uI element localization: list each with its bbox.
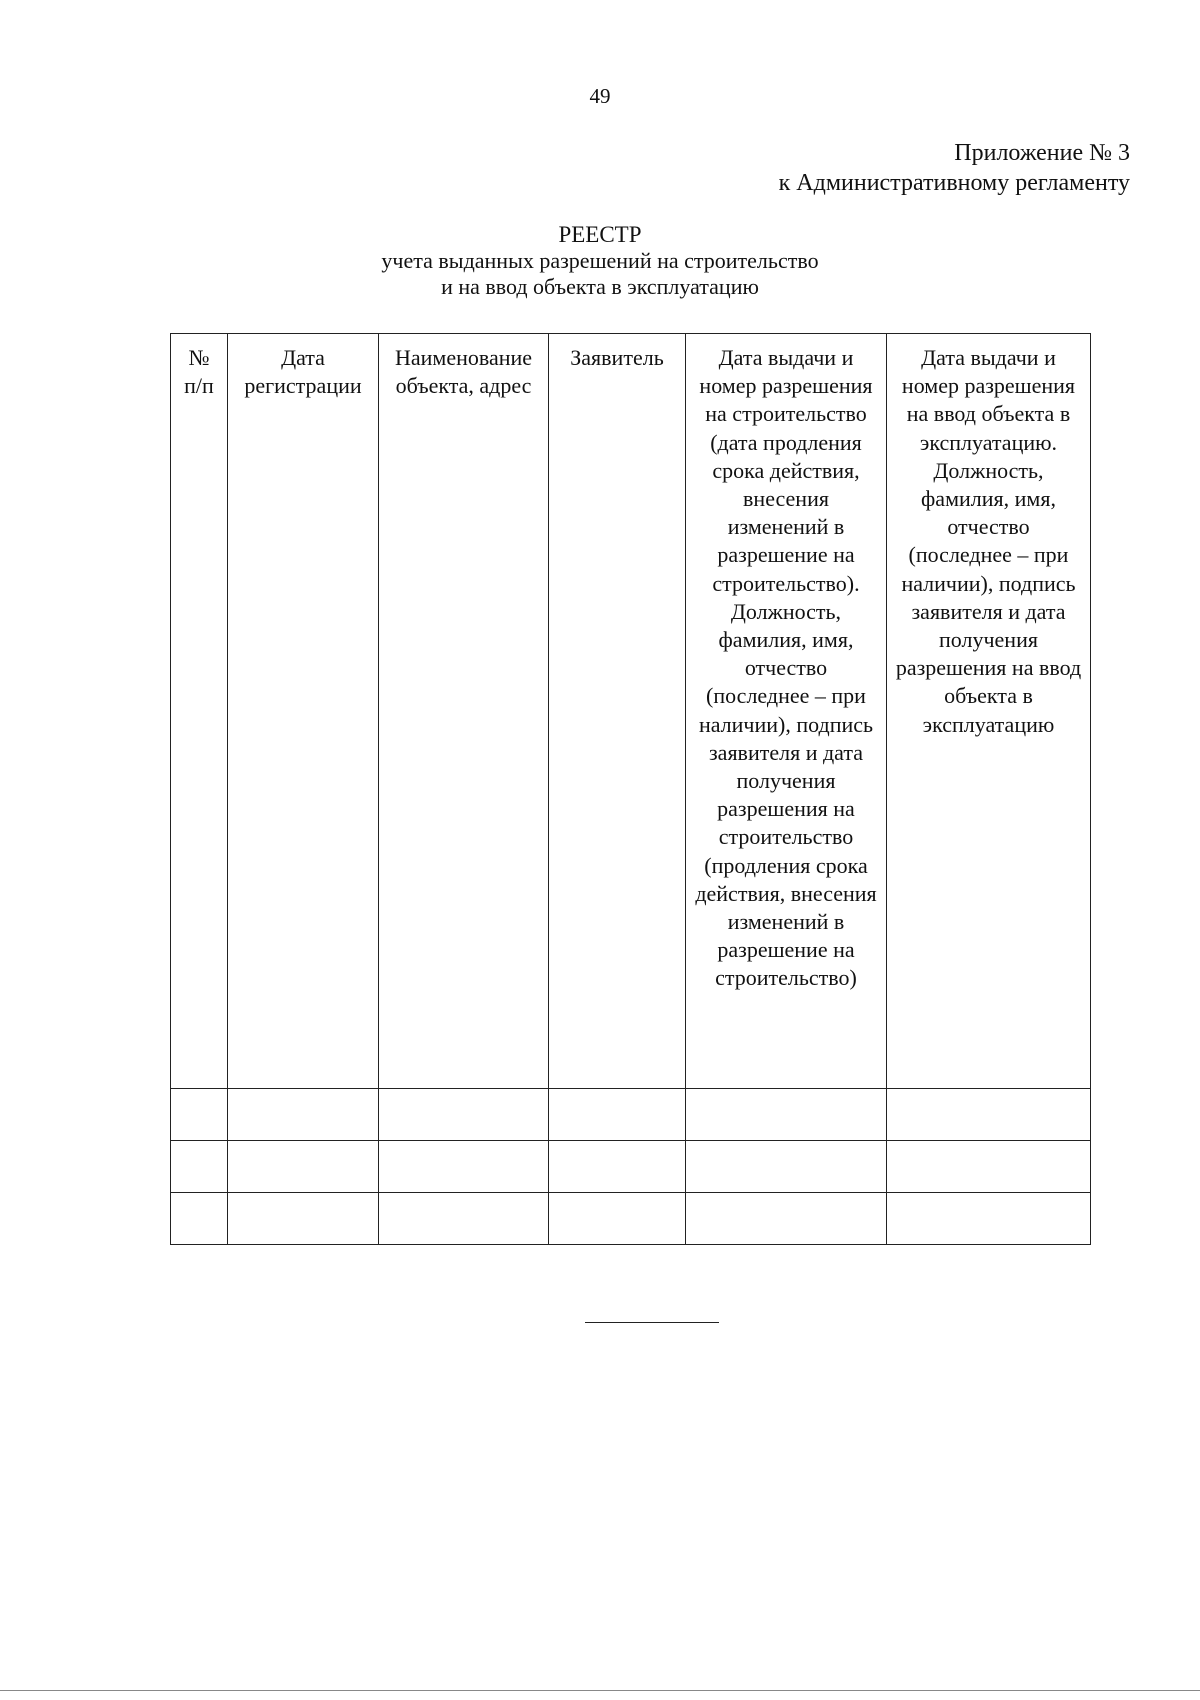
page-number: 49 xyxy=(589,84,611,108)
table-cell xyxy=(171,1089,228,1141)
table-cell xyxy=(171,1141,228,1193)
table-header-row xyxy=(171,334,1091,1089)
table-cell xyxy=(887,1193,1091,1245)
header-object-name-address: Наименование объекта, адрес xyxy=(379,334,549,1089)
table-row xyxy=(171,1089,1091,1141)
appendix-line-1: Приложение № 3 xyxy=(954,140,1130,166)
table-cell xyxy=(686,1193,887,1245)
table-row xyxy=(171,1193,1091,1245)
appendix-line-2: к Административному регламенту xyxy=(778,170,1130,196)
table-cell xyxy=(549,1193,686,1245)
document-title xyxy=(0,222,1200,300)
header-construction-permit: Дата выдачи и номер разрешения на строительство (дата продления срока действия, внесения изменений в разрешение на строительство). Должность, фамилия, имя, отчество (последнее – при наличии), подпись заявителя и дата получения разрешения на строительство (продления срока действия, внесения изменений в разрешение на строительство) xyxy=(686,334,887,1089)
table-cell xyxy=(379,1141,549,1193)
end-of-document-rule xyxy=(585,1322,719,1323)
table-cell xyxy=(228,1193,379,1245)
registry-table xyxy=(170,333,1091,1245)
table-cell xyxy=(379,1089,549,1141)
table-cell xyxy=(887,1089,1091,1141)
table-cell xyxy=(549,1141,686,1193)
header-applicant: Заявитель xyxy=(549,334,686,1089)
title-subtitle-2: и на ввод объекта в эксплуатацию xyxy=(441,274,759,299)
header-registration-date: Дата регистрации xyxy=(228,334,379,1089)
header-number: № п/п xyxy=(171,334,228,1089)
table-cell xyxy=(228,1089,379,1141)
title-subtitle-1: учета выданных разрешений на строительство xyxy=(381,248,819,273)
table-cell xyxy=(686,1089,887,1141)
table-cell xyxy=(228,1141,379,1193)
scan-edge-line xyxy=(0,1690,1200,1691)
table-row xyxy=(171,1141,1091,1193)
table-cell xyxy=(549,1089,686,1141)
table-cell xyxy=(887,1141,1091,1193)
title-main: РЕЕСТР xyxy=(558,222,642,247)
header-commissioning-permit: Дата выдачи и номер разрешения на ввод объекта в эксплуатацию. Должность, фамилия, имя, отчество (последнее – при наличии), подпись заявителя и дата получения разрешения на ввод объекта в эксплуатацию xyxy=(887,334,1091,1089)
table-cell xyxy=(379,1193,549,1245)
appendix-reference xyxy=(779,138,1130,198)
table-cell xyxy=(171,1193,228,1245)
table-cell xyxy=(686,1141,887,1193)
